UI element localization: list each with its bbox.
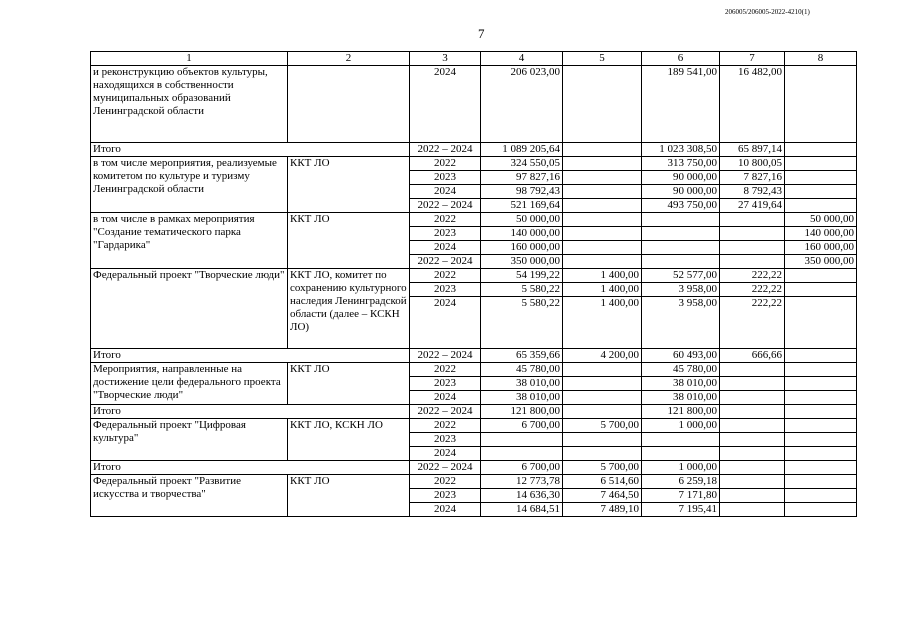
value-cell xyxy=(720,447,785,461)
value-cell xyxy=(785,503,857,517)
value-cell: 121 800,00 xyxy=(481,405,563,419)
executor-cell: ККТ ЛО xyxy=(288,475,410,517)
value-cell: 1 023 308,50 xyxy=(642,143,720,157)
value-cell xyxy=(720,363,785,377)
value-cell: 1 400,00 xyxy=(563,283,642,297)
value-cell xyxy=(785,199,857,213)
row-title: Мероприятия, направленные на достижение цели федерального проекта "Творческие люди" xyxy=(91,363,288,405)
value-cell xyxy=(785,349,857,363)
value-cell: 38 010,00 xyxy=(481,391,563,405)
year-cell: 2022 – 2024 xyxy=(410,255,481,269)
value-cell xyxy=(642,433,720,447)
executor-cell: ККТ ЛО xyxy=(288,157,410,213)
year-cell: 2023 xyxy=(410,171,481,185)
year-cell: 2022 xyxy=(410,269,481,283)
budget-table xyxy=(90,51,857,517)
value-cell xyxy=(720,461,785,475)
value-cell xyxy=(563,363,642,377)
value-cell: 45 780,00 xyxy=(642,363,720,377)
total-row xyxy=(91,405,857,419)
value-cell xyxy=(720,503,785,517)
value-cell: 3 958,00 xyxy=(642,283,720,297)
row-title: в том числе в рамках мероприятия "Создание тематического парка "Гардарика" xyxy=(91,213,288,269)
table-row xyxy=(91,66,857,143)
value-cell: 90 000,00 xyxy=(642,185,720,199)
col-header: 5 xyxy=(563,52,642,66)
value-cell: 10 800,05 xyxy=(720,157,785,171)
total-label: Итого xyxy=(91,405,410,419)
value-cell: 12 773,78 xyxy=(481,475,563,489)
year-cell: 2024 xyxy=(410,185,481,199)
table-row xyxy=(91,269,857,283)
value-cell: 222,22 xyxy=(720,297,785,349)
year-cell: 2024 xyxy=(410,391,481,405)
year-cell: 2023 xyxy=(410,283,481,297)
year-cell: 2024 xyxy=(410,66,481,143)
header-row xyxy=(91,52,857,66)
year-cell: 2022 xyxy=(410,419,481,433)
year-cell: 2024 xyxy=(410,447,481,461)
col-header: 7 xyxy=(720,52,785,66)
value-cell: 4 200,00 xyxy=(563,349,642,363)
value-cell: 7 827,16 xyxy=(720,171,785,185)
value-cell xyxy=(481,447,563,461)
col-header: 8 xyxy=(785,52,857,66)
value-cell xyxy=(720,405,785,419)
value-cell xyxy=(563,213,642,227)
year-cell: 2023 xyxy=(410,377,481,391)
value-cell xyxy=(720,419,785,433)
value-cell xyxy=(785,405,857,419)
value-cell: 27 419,64 xyxy=(720,199,785,213)
value-cell xyxy=(785,419,857,433)
executor-cell: ККТ ЛО, комитет по сохранению культурного наследия Ленинградской области (далее – КСКН ЛО) xyxy=(288,269,410,349)
value-cell xyxy=(785,157,857,171)
value-cell: 6 514,60 xyxy=(563,475,642,489)
value-cell xyxy=(785,269,857,283)
total-label: Итого xyxy=(91,143,410,157)
executor-cell xyxy=(288,66,410,143)
value-cell xyxy=(785,66,857,143)
value-cell xyxy=(720,241,785,255)
row-title: и реконструкцию объектов культуры, находящихся в собственности муниципальных образований Ленинградской области xyxy=(91,66,288,143)
value-cell: 666,66 xyxy=(720,349,785,363)
col-header: 1 xyxy=(91,52,288,66)
value-cell: 7 171,80 xyxy=(642,489,720,503)
value-cell: 65 897,14 xyxy=(720,143,785,157)
value-cell xyxy=(720,227,785,241)
value-cell: 5 580,22 xyxy=(481,283,563,297)
value-cell xyxy=(785,363,857,377)
total-label: Итого xyxy=(91,461,410,475)
value-cell: 1 400,00 xyxy=(563,297,642,349)
value-cell: 1 000,00 xyxy=(642,461,720,475)
value-cell: 45 780,00 xyxy=(481,363,563,377)
value-cell xyxy=(785,185,857,199)
value-cell: 206 023,00 xyxy=(481,66,563,143)
value-cell xyxy=(785,433,857,447)
table-row xyxy=(91,475,857,489)
value-cell xyxy=(785,475,857,489)
value-cell xyxy=(563,227,642,241)
value-cell: 6 700,00 xyxy=(481,461,563,475)
value-cell: 1 089 205,64 xyxy=(481,143,563,157)
value-cell xyxy=(720,213,785,227)
value-cell: 54 199,22 xyxy=(481,269,563,283)
value-cell: 8 792,43 xyxy=(720,185,785,199)
total-label: Итого xyxy=(91,349,410,363)
value-cell xyxy=(785,461,857,475)
value-cell: 324 550,05 xyxy=(481,157,563,171)
value-cell xyxy=(642,241,720,255)
value-cell: 1 400,00 xyxy=(563,269,642,283)
total-row xyxy=(91,143,857,157)
value-cell: 160 000,00 xyxy=(481,241,563,255)
value-cell: 7 489,10 xyxy=(563,503,642,517)
row-title: Федеральный проект "Творческие люди" xyxy=(91,269,288,349)
table-row xyxy=(91,157,857,171)
value-cell xyxy=(481,433,563,447)
table-row xyxy=(91,363,857,377)
value-cell xyxy=(720,391,785,405)
value-cell xyxy=(720,475,785,489)
value-cell: 38 010,00 xyxy=(481,377,563,391)
year-cell: 2023 xyxy=(410,433,481,447)
col-header: 2 xyxy=(288,52,410,66)
col-header: 4 xyxy=(481,52,563,66)
year-cell: 2024 xyxy=(410,503,481,517)
value-cell: 521 169,64 xyxy=(481,199,563,213)
value-cell: 50 000,00 xyxy=(481,213,563,227)
value-cell: 90 000,00 xyxy=(642,171,720,185)
value-cell: 493 750,00 xyxy=(642,199,720,213)
value-cell xyxy=(720,255,785,269)
value-cell xyxy=(563,66,642,143)
value-cell xyxy=(563,255,642,269)
value-cell: 6 700,00 xyxy=(481,419,563,433)
value-cell xyxy=(563,185,642,199)
value-cell: 7 195,41 xyxy=(642,503,720,517)
row-title: Федеральный проект "Цифровая культура" xyxy=(91,419,288,461)
year-cell: 2022 xyxy=(410,157,481,171)
year-cell: 2022 xyxy=(410,213,481,227)
value-cell: 97 827,16 xyxy=(481,171,563,185)
year-cell: 2024 xyxy=(410,241,481,255)
total-row xyxy=(91,461,857,475)
year-cell: 2022 xyxy=(410,475,481,489)
table-row xyxy=(91,419,857,433)
value-cell: 350 000,00 xyxy=(481,255,563,269)
value-cell: 5 580,22 xyxy=(481,297,563,349)
value-cell: 7 464,50 xyxy=(563,489,642,503)
row-title: в том числе мероприятия, реализуемые комитетом по культуре и туризму Ленинградской области xyxy=(91,157,288,213)
value-cell xyxy=(785,297,857,349)
value-cell: 60 493,00 xyxy=(642,349,720,363)
row-title: Федеральный проект "Развитие искусства и творчества" xyxy=(91,475,288,517)
value-cell: 140 000,00 xyxy=(785,227,857,241)
year-cell: 2022 – 2024 xyxy=(410,461,481,475)
value-cell: 3 958,00 xyxy=(642,297,720,349)
value-cell xyxy=(563,377,642,391)
value-cell xyxy=(563,157,642,171)
value-cell: 222,22 xyxy=(720,283,785,297)
value-cell xyxy=(642,213,720,227)
value-cell xyxy=(720,377,785,391)
value-cell: 140 000,00 xyxy=(481,227,563,241)
value-cell xyxy=(785,377,857,391)
value-cell: 189 541,00 xyxy=(642,66,720,143)
year-cell: 2023 xyxy=(410,489,481,503)
value-cell: 98 792,43 xyxy=(481,185,563,199)
col-header: 6 xyxy=(642,52,720,66)
year-cell: 2023 xyxy=(410,227,481,241)
value-cell: 38 010,00 xyxy=(642,391,720,405)
value-cell xyxy=(642,227,720,241)
value-cell: 313 750,00 xyxy=(642,157,720,171)
total-row xyxy=(91,349,857,363)
year-cell: 2022 – 2024 xyxy=(410,199,481,213)
value-cell: 65 359,66 xyxy=(481,349,563,363)
value-cell: 14 684,51 xyxy=(481,503,563,517)
value-cell: 222,22 xyxy=(720,269,785,283)
value-cell xyxy=(720,489,785,503)
value-cell xyxy=(785,391,857,405)
value-cell: 6 259,18 xyxy=(642,475,720,489)
year-cell: 2022 – 2024 xyxy=(410,349,481,363)
value-cell: 160 000,00 xyxy=(785,241,857,255)
value-cell: 1 000,00 xyxy=(642,419,720,433)
value-cell xyxy=(563,143,642,157)
value-cell: 38 010,00 xyxy=(642,377,720,391)
executor-cell: ККТ ЛО xyxy=(288,213,410,269)
value-cell xyxy=(642,447,720,461)
value-cell xyxy=(563,433,642,447)
value-cell: 121 800,00 xyxy=(642,405,720,419)
year-cell: 2022 – 2024 xyxy=(410,143,481,157)
value-cell xyxy=(720,433,785,447)
value-cell: 5 700,00 xyxy=(563,461,642,475)
value-cell: 350 000,00 xyxy=(785,255,857,269)
table-row xyxy=(91,213,857,227)
value-cell: 16 482,00 xyxy=(720,66,785,143)
year-cell: 2022 xyxy=(410,363,481,377)
value-cell xyxy=(563,405,642,419)
value-cell xyxy=(642,255,720,269)
value-cell: 52 577,00 xyxy=(642,269,720,283)
value-cell: 5 700,00 xyxy=(563,419,642,433)
value-cell xyxy=(563,241,642,255)
year-cell: 2022 – 2024 xyxy=(410,405,481,419)
value-cell xyxy=(785,143,857,157)
col-header: 3 xyxy=(410,52,481,66)
value-cell xyxy=(563,391,642,405)
value-cell xyxy=(563,447,642,461)
value-cell xyxy=(785,171,857,185)
value-cell xyxy=(563,171,642,185)
executor-cell: ККТ ЛО xyxy=(288,363,410,405)
value-cell xyxy=(563,199,642,213)
value-cell xyxy=(785,283,857,297)
value-cell: 14 636,30 xyxy=(481,489,563,503)
value-cell xyxy=(785,489,857,503)
document-id: 206005/206005-2022-4210(1) xyxy=(725,8,810,16)
year-cell: 2024 xyxy=(410,297,481,349)
value-cell xyxy=(785,447,857,461)
value-cell: 50 000,00 xyxy=(785,213,857,227)
page-number: 7 xyxy=(478,26,485,41)
executor-cell: ККТ ЛО, КСКН ЛО xyxy=(288,419,410,461)
